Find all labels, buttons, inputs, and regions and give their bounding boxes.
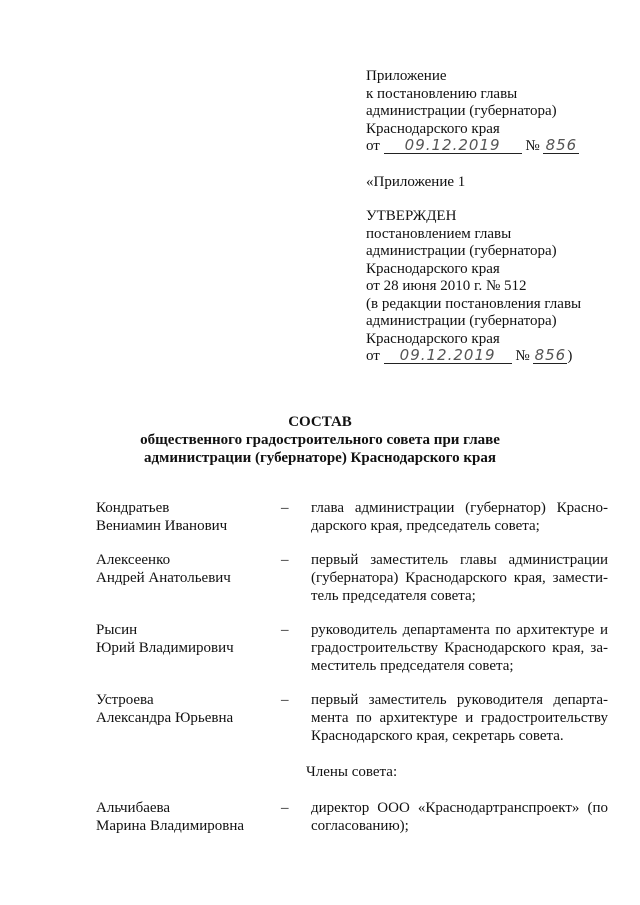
member-role: первый заместитель руководителя департа-мента по архитектуре и градостроительству Краснодарского края, секретарь совета. <box>311 692 608 744</box>
member-entry <box>96 499 608 535</box>
member-surname: Альчибаева <box>96 800 171 816</box>
approved-line: Краснодарского края <box>366 330 500 347</box>
members-list <box>96 499 608 835</box>
member-role: директор ООО «Краснодартранспроект» (по согласованию); <box>311 800 608 834</box>
approved-line: от 28 июня 2010 г. № 512 <box>366 278 527 294</box>
member-surname: Кондратьев <box>96 500 170 516</box>
approved-line: администрации (губернатора) <box>366 313 557 329</box>
member-name <box>96 799 281 835</box>
appendix-line: к постановлению главы <box>366 85 518 102</box>
member-dash: – <box>281 622 289 638</box>
appendix-line: администрации (губернатора) <box>366 103 557 119</box>
closing-paren: ) <box>567 348 573 364</box>
member-name <box>96 621 281 657</box>
member-given-name: Марина Владимировна <box>96 818 245 834</box>
handwritten-date: 09.12.2019 <box>384 138 522 154</box>
member-entry <box>96 621 608 675</box>
number-label: № <box>525 138 540 154</box>
member-given-name: Андрей Анатольевич <box>96 570 231 586</box>
document-title <box>80 413 560 467</box>
approved-line: (в редакции постановления главы <box>366 295 582 312</box>
member-entry <box>96 691 608 745</box>
handwritten-number: 856 <box>534 346 567 364</box>
member-dash: – <box>281 800 289 816</box>
appendix-reference: «Приложение 1 <box>366 173 466 190</box>
member-surname: Рысин <box>96 622 138 638</box>
approved-line: Краснодарского края <box>366 260 500 277</box>
handwritten-date: 09.12.2019 <box>384 348 512 364</box>
appendix-date-line <box>366 138 626 156</box>
member-dash: – <box>281 692 289 708</box>
title-subheading: администрации (губернаторе) Краснодарского края <box>144 450 496 466</box>
handwritten-number: 856 <box>543 138 579 154</box>
appendix-title: Приложение <box>366 68 447 84</box>
member-given-name: Вениамин Иванович <box>96 518 228 534</box>
member-role: первый заместитель главы администрации (губернатора) Краснодарского края, замести-тель председателя совета; <box>311 552 608 604</box>
member-given-name: Александра Юрьевна <box>96 710 234 726</box>
member-name <box>96 499 281 535</box>
member-role: руководитель департамента по архитектуре и градостроительству Краснодарского края, за-меститель председателя совета; <box>311 622 608 674</box>
number-label: № <box>515 348 530 364</box>
appendix-header <box>366 68 626 366</box>
member-name <box>96 551 281 587</box>
member-role: глава администрации (губернатор) Красно-дарского края, председатель совета; <box>311 500 608 534</box>
member-surname: Устроева <box>96 692 154 708</box>
member-name <box>96 691 281 727</box>
member-dash: – <box>281 552 289 568</box>
title-subheading: общественного градостроительного совета при главе <box>140 432 500 448</box>
member-entry <box>96 799 608 835</box>
member-dash: – <box>281 500 289 516</box>
approved-line: администрации (губернатора) <box>366 243 557 259</box>
title-heading: СОСТАВ <box>288 414 352 430</box>
member-given-name: Юрий Владимирович <box>96 640 234 656</box>
approved-line: постановлением главы <box>366 225 512 242</box>
member-entry <box>96 551 608 605</box>
council-members-label: Члены совета: <box>306 764 398 780</box>
approved-date-line <box>366 348 626 366</box>
member-surname: Алексеенко <box>96 552 171 568</box>
from-label: от <box>366 138 380 154</box>
appendix-line: Краснодарского края <box>366 120 500 137</box>
from-label: от <box>366 348 380 364</box>
approved-heading: УТВЕРЖДЕН <box>366 208 457 224</box>
